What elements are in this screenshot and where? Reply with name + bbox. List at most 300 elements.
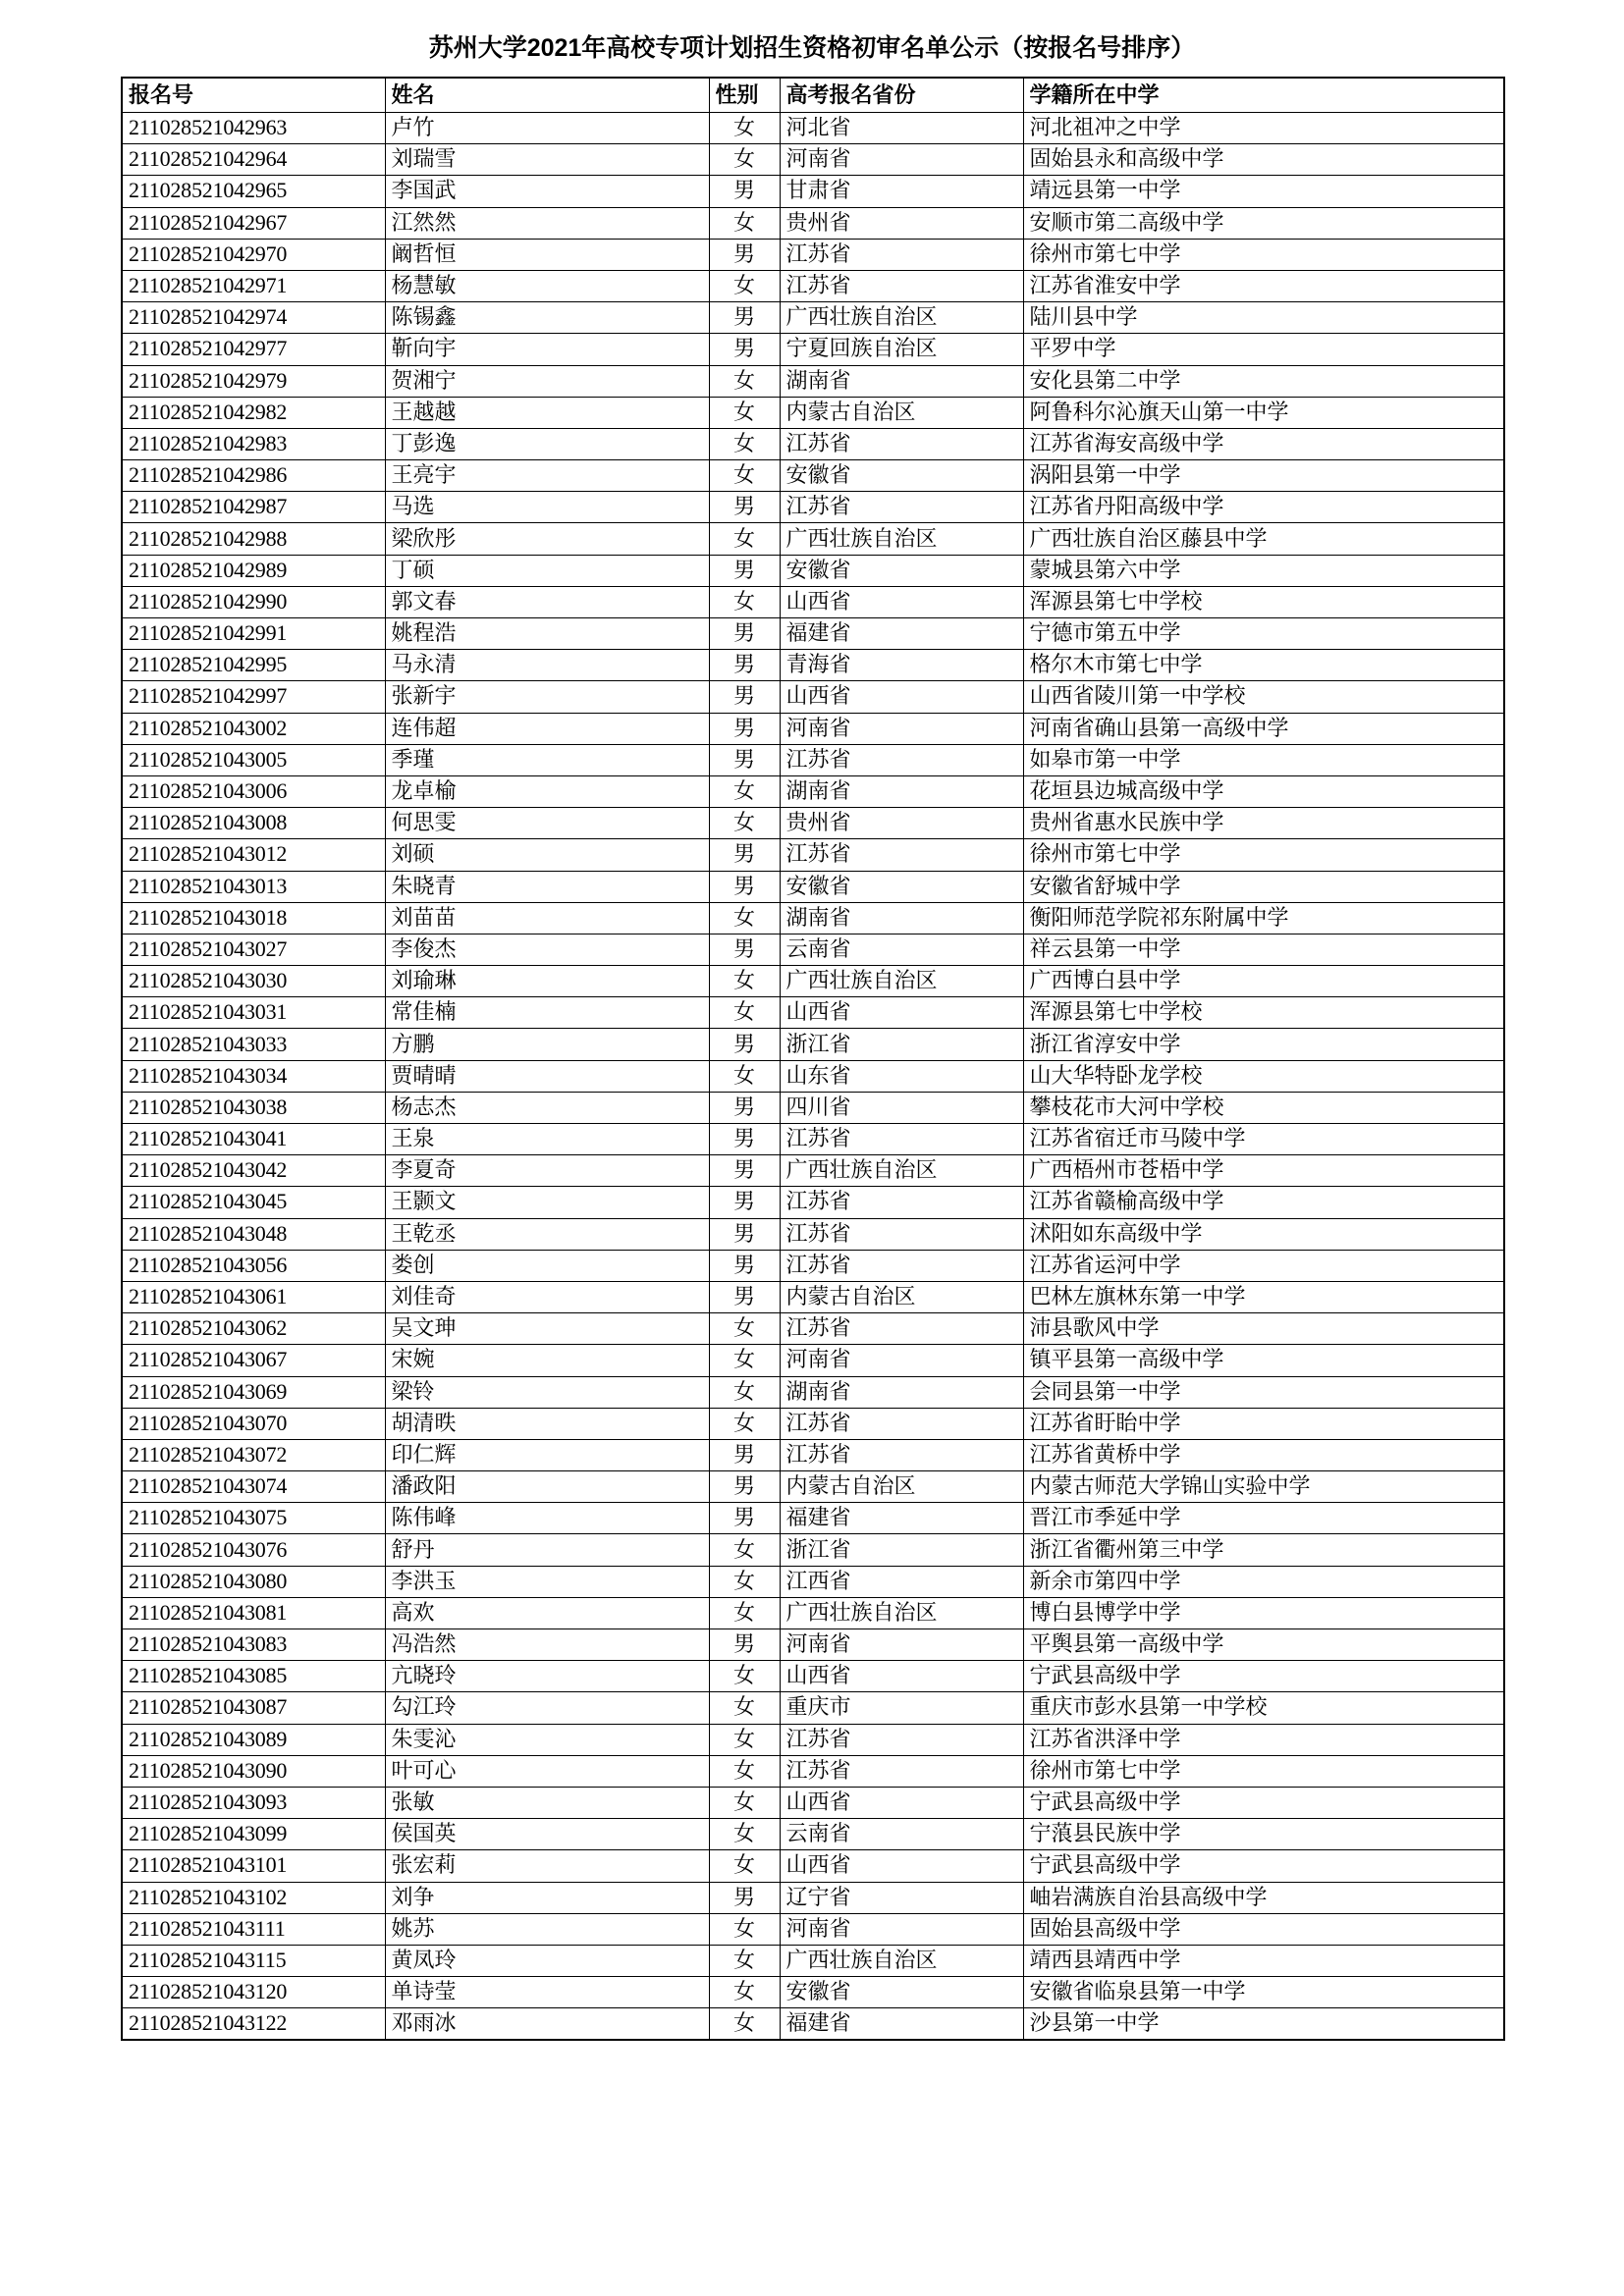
cell-gender: 女 xyxy=(709,207,780,239)
cell-gender: 男 xyxy=(709,934,780,965)
cell-gender: 男 xyxy=(709,492,780,523)
cell-province: 重庆市 xyxy=(780,1692,1023,1724)
cell-province: 安徽省 xyxy=(780,555,1023,586)
cell-school: 江苏省丹阳高级中学 xyxy=(1023,492,1504,523)
cell-gender: 女 xyxy=(709,523,780,555)
cell-registration-number: 211028521043122 xyxy=(122,2008,385,2041)
column-header-registration-number: 报名号 xyxy=(122,78,385,113)
cell-gender: 男 xyxy=(709,1124,780,1155)
cell-school: 安徽省临泉县第一中学 xyxy=(1023,1977,1504,2008)
cell-name: 刘佳奇 xyxy=(385,1281,709,1312)
cell-registration-number: 211028521042989 xyxy=(122,555,385,586)
cell-province: 广西壮族自治区 xyxy=(780,302,1023,334)
cell-name: 阚哲恒 xyxy=(385,239,709,270)
cell-gender: 女 xyxy=(709,997,780,1029)
table-row xyxy=(122,808,1504,839)
column-header-province: 高考报名省份 xyxy=(780,78,1023,113)
cell-name: 刘争 xyxy=(385,1882,709,1913)
cell-province: 湖南省 xyxy=(780,365,1023,397)
cell-gender: 男 xyxy=(709,1882,780,1913)
cell-province: 内蒙古自治区 xyxy=(780,1471,1023,1503)
cell-school: 衡阳师范学院祁东附属中学 xyxy=(1023,902,1504,934)
cell-gender: 男 xyxy=(709,839,780,871)
cell-school: 巴林左旗林东第一中学 xyxy=(1023,1281,1504,1312)
cell-school: 攀枝花市大河中学校 xyxy=(1023,1092,1504,1123)
cell-name: 高欢 xyxy=(385,1597,709,1629)
cell-registration-number: 211028521042967 xyxy=(122,207,385,239)
cell-registration-number: 211028521043120 xyxy=(122,1977,385,2008)
cell-registration-number: 211028521043101 xyxy=(122,1850,385,1882)
cell-name: 邓雨冰 xyxy=(385,2008,709,2041)
cell-gender: 女 xyxy=(709,1534,780,1566)
cell-gender: 女 xyxy=(709,1597,780,1629)
table-row xyxy=(122,934,1504,965)
cell-registration-number: 211028521043067 xyxy=(122,1345,385,1376)
cell-registration-number: 211028521043099 xyxy=(122,1819,385,1850)
cell-name: 贾晴晴 xyxy=(385,1060,709,1092)
table-row xyxy=(122,1187,1504,1218)
cell-gender: 男 xyxy=(709,871,780,902)
cell-province: 山东省 xyxy=(780,1060,1023,1092)
cell-gender: 女 xyxy=(709,1819,780,1850)
column-header-school: 学籍所在中学 xyxy=(1023,78,1504,113)
table-row xyxy=(122,460,1504,492)
cell-school: 新余市第四中学 xyxy=(1023,1566,1504,1597)
cell-gender: 男 xyxy=(709,239,780,270)
cell-gender: 女 xyxy=(709,902,780,934)
cell-registration-number: 211028521042991 xyxy=(122,618,385,650)
cell-gender: 男 xyxy=(709,681,780,713)
cell-school: 蒙城县第六中学 xyxy=(1023,555,1504,586)
cell-registration-number: 211028521043027 xyxy=(122,934,385,965)
table-row xyxy=(122,1629,1504,1661)
cell-registration-number: 211028521043102 xyxy=(122,1882,385,1913)
cell-registration-number: 211028521043069 xyxy=(122,1376,385,1408)
cell-province: 江苏省 xyxy=(780,428,1023,459)
cell-school: 宁武县高级中学 xyxy=(1023,1661,1504,1692)
table-row xyxy=(122,1029,1504,1060)
cell-name: 郭文春 xyxy=(385,586,709,617)
cell-name: 侯国英 xyxy=(385,1819,709,1850)
cell-gender: 女 xyxy=(709,365,780,397)
cell-name: 刘硕 xyxy=(385,839,709,871)
cell-province: 河南省 xyxy=(780,144,1023,176)
table-row xyxy=(122,1755,1504,1787)
cell-name: 李俊杰 xyxy=(385,934,709,965)
cell-gender: 女 xyxy=(709,1945,780,1976)
cell-gender: 男 xyxy=(709,618,780,650)
cell-gender: 男 xyxy=(709,650,780,681)
cell-registration-number: 211028521042971 xyxy=(122,270,385,301)
cell-province: 江苏省 xyxy=(780,839,1023,871)
table-row xyxy=(122,1439,1504,1470)
cell-name: 张宏莉 xyxy=(385,1850,709,1882)
page-title: 苏州大学2021年高校专项计划招生资格初审名单公示（按报名号排序） xyxy=(428,34,1196,62)
cell-school: 浙江省衢州第三中学 xyxy=(1023,1534,1504,1566)
table-body xyxy=(122,113,1504,2041)
cell-name: 胡清昳 xyxy=(385,1408,709,1439)
cell-school: 阿鲁科尔沁旗天山第一中学 xyxy=(1023,397,1504,428)
cell-registration-number: 211028521043089 xyxy=(122,1724,385,1755)
cell-school: 浙江省淳安中学 xyxy=(1023,1029,1504,1060)
table-row xyxy=(122,1060,1504,1092)
cell-registration-number: 211028521043008 xyxy=(122,808,385,839)
cell-province: 山西省 xyxy=(780,681,1023,713)
cell-province: 江苏省 xyxy=(780,1313,1023,1345)
cell-gender: 女 xyxy=(709,144,780,176)
cell-gender: 男 xyxy=(709,1629,780,1661)
cell-province: 江苏省 xyxy=(780,239,1023,270)
cell-registration-number: 211028521043074 xyxy=(122,1471,385,1503)
cell-gender: 男 xyxy=(709,1471,780,1503)
cell-registration-number: 211028521043085 xyxy=(122,1661,385,1692)
cell-school: 河南省确山县第一高级中学 xyxy=(1023,713,1504,744)
table-row xyxy=(122,1313,1504,1345)
cell-gender: 男 xyxy=(709,302,780,334)
cell-registration-number: 211028521042988 xyxy=(122,523,385,555)
cell-gender: 男 xyxy=(709,555,780,586)
cell-province: 云南省 xyxy=(780,934,1023,965)
cell-province: 江西省 xyxy=(780,1566,1023,1597)
cell-province: 福建省 xyxy=(780,618,1023,650)
cell-province: 江苏省 xyxy=(780,744,1023,775)
cell-province: 安徽省 xyxy=(780,460,1023,492)
cell-registration-number: 211028521042974 xyxy=(122,302,385,334)
cell-name: 杨慧敏 xyxy=(385,270,709,301)
cell-province: 广西壮族自治区 xyxy=(780,1945,1023,1976)
cell-registration-number: 211028521042977 xyxy=(122,334,385,365)
table-row xyxy=(122,618,1504,650)
cell-province: 四川省 xyxy=(780,1092,1023,1123)
cell-province: 河南省 xyxy=(780,713,1023,744)
cell-registration-number: 211028521043087 xyxy=(122,1692,385,1724)
cell-registration-number: 211028521043061 xyxy=(122,1281,385,1312)
table-row xyxy=(122,113,1504,144)
cell-gender: 男 xyxy=(709,176,780,207)
cell-school: 如皋市第一中学 xyxy=(1023,744,1504,775)
table-row xyxy=(122,713,1504,744)
cell-province: 江苏省 xyxy=(780,492,1023,523)
cell-province: 山西省 xyxy=(780,1850,1023,1882)
table-row xyxy=(122,302,1504,334)
cell-school: 平舆县第一高级中学 xyxy=(1023,1629,1504,1661)
cell-school: 广西梧州市苍梧中学 xyxy=(1023,1155,1504,1187)
cell-school: 陆川县中学 xyxy=(1023,302,1504,334)
cell-gender: 男 xyxy=(709,713,780,744)
cell-province: 山西省 xyxy=(780,586,1023,617)
cell-school: 江苏省宿迁市马陵中学 xyxy=(1023,1124,1504,1155)
cell-name: 冯浩然 xyxy=(385,1629,709,1661)
table-row xyxy=(122,207,1504,239)
cell-registration-number: 211028521043005 xyxy=(122,744,385,775)
cell-registration-number: 211028521043002 xyxy=(122,713,385,744)
cell-gender: 女 xyxy=(709,1060,780,1092)
cell-province: 江苏省 xyxy=(780,1218,1023,1250)
cell-province: 江苏省 xyxy=(780,1408,1023,1439)
cell-province: 湖南省 xyxy=(780,1376,1023,1408)
cell-registration-number: 211028521043080 xyxy=(122,1566,385,1597)
cell-gender: 男 xyxy=(709,1439,780,1470)
cell-name: 王乾丞 xyxy=(385,1218,709,1250)
cell-name: 宋婉 xyxy=(385,1345,709,1376)
cell-name: 季瑾 xyxy=(385,744,709,775)
cell-province: 湖南省 xyxy=(780,902,1023,934)
cell-gender: 男 xyxy=(709,744,780,775)
cell-gender: 女 xyxy=(709,2008,780,2041)
cell-registration-number: 211028521043056 xyxy=(122,1250,385,1281)
cell-province: 甘肃省 xyxy=(780,176,1023,207)
cell-province: 贵州省 xyxy=(780,207,1023,239)
cell-registration-number: 211028521043030 xyxy=(122,966,385,997)
cell-name: 叶可心 xyxy=(385,1755,709,1787)
cell-gender: 男 xyxy=(709,1029,780,1060)
cell-province: 内蒙古自治区 xyxy=(780,397,1023,428)
cell-gender: 女 xyxy=(709,1850,780,1882)
cell-name: 吴文珅 xyxy=(385,1313,709,1345)
cell-school: 江苏省淮安中学 xyxy=(1023,270,1504,301)
column-header-gender: 性别 xyxy=(709,78,780,113)
cell-name: 江然然 xyxy=(385,207,709,239)
cell-province: 安徽省 xyxy=(780,1977,1023,2008)
cell-registration-number: 211028521043031 xyxy=(122,997,385,1029)
cell-registration-number: 211028521042986 xyxy=(122,460,385,492)
table-row xyxy=(122,1092,1504,1123)
cell-gender: 女 xyxy=(709,1661,780,1692)
cell-name: 李夏奇 xyxy=(385,1155,709,1187)
table-row xyxy=(122,334,1504,365)
cell-province: 广西壮族自治区 xyxy=(780,1597,1023,1629)
cell-registration-number: 211028521043075 xyxy=(122,1503,385,1534)
cell-school: 平罗中学 xyxy=(1023,334,1504,365)
cell-school: 格尔木市第七中学 xyxy=(1023,650,1504,681)
table-row xyxy=(122,1913,1504,1945)
cell-gender: 女 xyxy=(709,397,780,428)
cell-province: 江苏省 xyxy=(780,1439,1023,1470)
cell-name: 丁硕 xyxy=(385,555,709,586)
cell-name: 姚苏 xyxy=(385,1913,709,1945)
cell-gender: 女 xyxy=(709,1566,780,1597)
cell-name: 方鹏 xyxy=(385,1029,709,1060)
cell-province: 广西壮族自治区 xyxy=(780,966,1023,997)
cell-school: 安徽省舒城中学 xyxy=(1023,871,1504,902)
cell-school: 广西博白县中学 xyxy=(1023,966,1504,997)
cell-registration-number: 211028521042990 xyxy=(122,586,385,617)
table-row xyxy=(122,1661,1504,1692)
cell-registration-number: 211028521042964 xyxy=(122,144,385,176)
cell-school: 江苏省赣榆高级中学 xyxy=(1023,1187,1504,1218)
cell-gender: 男 xyxy=(709,334,780,365)
cell-school: 沛县歌风中学 xyxy=(1023,1313,1504,1345)
table-row xyxy=(122,1977,1504,2008)
cell-gender: 女 xyxy=(709,428,780,459)
table-row xyxy=(122,1787,1504,1818)
table-row xyxy=(122,397,1504,428)
table-row xyxy=(122,1566,1504,1597)
cell-province: 江苏省 xyxy=(780,1724,1023,1755)
cell-registration-number: 211028521043072 xyxy=(122,1439,385,1470)
cell-name: 陈伟峰 xyxy=(385,1503,709,1534)
cell-registration-number: 211028521043012 xyxy=(122,839,385,871)
cell-school: 浑源县第七中学校 xyxy=(1023,586,1504,617)
table-row xyxy=(122,681,1504,713)
table-row xyxy=(122,144,1504,176)
table-row xyxy=(122,270,1504,301)
cell-name: 亢晓玲 xyxy=(385,1661,709,1692)
table-row xyxy=(122,966,1504,997)
cell-school: 徐州市第七中学 xyxy=(1023,839,1504,871)
cell-gender: 女 xyxy=(709,1724,780,1755)
cell-school: 重庆市彭水县第一中学校 xyxy=(1023,1692,1504,1724)
cell-school: 花垣县边城高级中学 xyxy=(1023,775,1504,807)
table-row xyxy=(122,1882,1504,1913)
cell-gender: 男 xyxy=(709,1155,780,1187)
cell-name: 丁彭逸 xyxy=(385,428,709,459)
cell-gender: 女 xyxy=(709,460,780,492)
cell-school: 江苏省海安高级中学 xyxy=(1023,428,1504,459)
table-row xyxy=(122,775,1504,807)
table-row xyxy=(122,2008,1504,2041)
cell-province: 广西壮族自治区 xyxy=(780,523,1023,555)
cell-registration-number: 211028521043093 xyxy=(122,1787,385,1818)
cell-gender: 女 xyxy=(709,1977,780,2008)
cell-registration-number: 211028521043006 xyxy=(122,775,385,807)
cell-registration-number: 211028521043081 xyxy=(122,1597,385,1629)
cell-school: 晋江市季延中学 xyxy=(1023,1503,1504,1534)
cell-registration-number: 211028521043083 xyxy=(122,1629,385,1661)
table-row xyxy=(122,523,1504,555)
cell-province: 贵州省 xyxy=(780,808,1023,839)
cell-school: 徐州市第七中学 xyxy=(1023,1755,1504,1787)
cell-name: 李国武 xyxy=(385,176,709,207)
cell-name: 王泉 xyxy=(385,1124,709,1155)
cell-province: 河南省 xyxy=(780,1629,1023,1661)
cell-school: 内蒙古师范大学锦山实验中学 xyxy=(1023,1471,1504,1503)
cell-name: 贺湘宁 xyxy=(385,365,709,397)
cell-school: 江苏省盱眙中学 xyxy=(1023,1408,1504,1439)
cell-province: 福建省 xyxy=(780,1503,1023,1534)
table-row xyxy=(122,239,1504,270)
cell-gender: 男 xyxy=(709,1218,780,1250)
cell-name: 王亮宇 xyxy=(385,460,709,492)
table-header-row xyxy=(122,78,1504,113)
cell-gender: 女 xyxy=(709,1913,780,1945)
cell-province: 云南省 xyxy=(780,1819,1023,1850)
cell-province: 内蒙古自治区 xyxy=(780,1281,1023,1312)
cell-province: 浙江省 xyxy=(780,1534,1023,1566)
cell-registration-number: 211028521043045 xyxy=(122,1187,385,1218)
cell-name: 杨志杰 xyxy=(385,1092,709,1123)
table-row xyxy=(122,997,1504,1029)
cell-school: 徐州市第七中学 xyxy=(1023,239,1504,270)
cell-registration-number: 211028521043034 xyxy=(122,1060,385,1092)
cell-gender: 男 xyxy=(709,1092,780,1123)
cell-name: 何思雯 xyxy=(385,808,709,839)
cell-province: 山西省 xyxy=(780,997,1023,1029)
cell-name: 靳向宇 xyxy=(385,334,709,365)
cell-province: 江苏省 xyxy=(780,1124,1023,1155)
cell-school: 安化县第二中学 xyxy=(1023,365,1504,397)
cell-school: 江苏省黄桥中学 xyxy=(1023,1439,1504,1470)
cell-school: 宁武县高级中学 xyxy=(1023,1787,1504,1818)
cell-gender: 男 xyxy=(709,1503,780,1534)
cell-province: 安徽省 xyxy=(780,871,1023,902)
cell-name: 单诗莹 xyxy=(385,1977,709,2008)
cell-name: 勾江玲 xyxy=(385,1692,709,1724)
cell-name: 娄创 xyxy=(385,1250,709,1281)
cell-province: 山西省 xyxy=(780,1661,1023,1692)
cell-name: 马永清 xyxy=(385,650,709,681)
table-row xyxy=(122,365,1504,397)
cell-school: 会同县第一中学 xyxy=(1023,1376,1504,1408)
cell-name: 刘瑜琳 xyxy=(385,966,709,997)
cell-registration-number: 211028521043115 xyxy=(122,1945,385,1976)
cell-name: 梁铃 xyxy=(385,1376,709,1408)
cell-name: 黄凤玲 xyxy=(385,1945,709,1976)
table-row xyxy=(122,744,1504,775)
cell-registration-number: 211028521043041 xyxy=(122,1124,385,1155)
cell-registration-number: 211028521043076 xyxy=(122,1534,385,1566)
applicant-roster-table xyxy=(121,77,1505,2041)
cell-gender: 女 xyxy=(709,1692,780,1724)
table-row xyxy=(122,902,1504,934)
cell-registration-number: 211028521042987 xyxy=(122,492,385,523)
cell-province: 辽宁省 xyxy=(780,1882,1023,1913)
cell-name: 李洪玉 xyxy=(385,1566,709,1597)
table-row xyxy=(122,1471,1504,1503)
cell-gender: 女 xyxy=(709,270,780,301)
cell-name: 陈锡鑫 xyxy=(385,302,709,334)
cell-school: 安顺市第二高级中学 xyxy=(1023,207,1504,239)
cell-gender: 男 xyxy=(709,1187,780,1218)
cell-gender: 女 xyxy=(709,966,780,997)
table-row xyxy=(122,586,1504,617)
table-row xyxy=(122,839,1504,871)
cell-registration-number: 211028521043111 xyxy=(122,1913,385,1945)
cell-province: 广西壮族自治区 xyxy=(780,1155,1023,1187)
cell-name: 潘政阳 xyxy=(385,1471,709,1503)
cell-school: 涡阳县第一中学 xyxy=(1023,460,1504,492)
cell-name: 梁欣彤 xyxy=(385,523,709,555)
table-row xyxy=(122,492,1504,523)
cell-province: 青海省 xyxy=(780,650,1023,681)
column-header-name: 姓名 xyxy=(385,78,709,113)
cell-registration-number: 211028521043018 xyxy=(122,902,385,934)
table-row xyxy=(122,1724,1504,1755)
cell-school: 江苏省洪泽中学 xyxy=(1023,1724,1504,1755)
cell-registration-number: 211028521043033 xyxy=(122,1029,385,1060)
cell-province: 山西省 xyxy=(780,1787,1023,1818)
cell-province: 河南省 xyxy=(780,1345,1023,1376)
cell-school: 岫岩满族自治县高级中学 xyxy=(1023,1882,1504,1913)
table-row xyxy=(122,176,1504,207)
table-container xyxy=(0,77,1624,2041)
cell-name: 张新宇 xyxy=(385,681,709,713)
cell-school: 河北祖冲之中学 xyxy=(1023,113,1504,144)
table-row xyxy=(122,1945,1504,1976)
cell-name: 连伟超 xyxy=(385,713,709,744)
cell-province: 河北省 xyxy=(780,113,1023,144)
cell-registration-number: 211028521043042 xyxy=(122,1155,385,1187)
cell-school: 固始县高级中学 xyxy=(1023,1913,1504,1945)
table-row xyxy=(122,555,1504,586)
table-row xyxy=(122,1250,1504,1281)
table-row xyxy=(122,1376,1504,1408)
cell-province: 湖南省 xyxy=(780,775,1023,807)
cell-registration-number: 211028521043038 xyxy=(122,1092,385,1123)
cell-gender: 女 xyxy=(709,1345,780,1376)
cell-school: 沙县第一中学 xyxy=(1023,2008,1504,2041)
cell-province: 江苏省 xyxy=(780,1187,1023,1218)
